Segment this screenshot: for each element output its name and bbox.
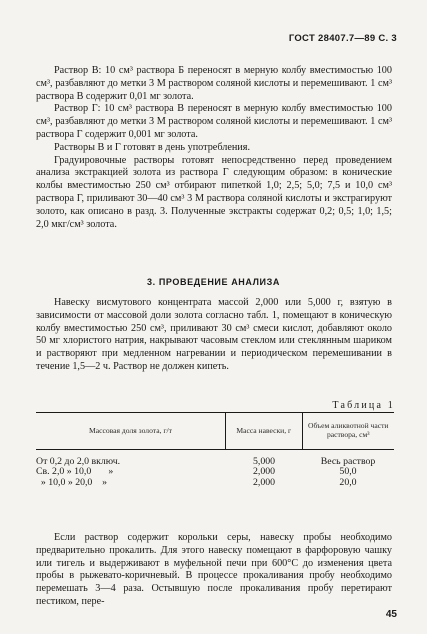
sample-mass-table <box>36 412 394 513</box>
table-cell: Весь раствор <box>320 456 376 467</box>
table-cell: » 10,0 » 20,0 » <box>36 476 108 488</box>
paragraph-block-calcination <box>36 532 392 609</box>
paragraph: Градуировочные растворы готовят непосредственно перед проведением анализа экстракцией золота из раствора Г следующим образом: в конические колбы вместимостью 250 см³ отбирают пипеткой 1,0; 2,5; 5,0; 7,5 и 10,0 см³ раствора Г, приливают 30—40 см³ 3 М раствора соляной кислоты и экстрагируют золото, как описано в разд. 3. Полученные экстракты содержат 0,2; 0,5; 1,0; 1,5; 2,0 мкг/см³ золота. <box>36 154 392 230</box>
paragraph: Растворы В и Г готовят в день употребления. <box>54 141 250 153</box>
paragraph: Если раствор содержит корольки серы, навеску пробы необходимо предварительно прокалить. Для этого навеску помещают в фарфоровую чашку или тигель и выдерживают в муфельной печи при 600°С до изменения цвета пробы в рыжевато-коричневый. В процессе прокаливания пробу необходимо перемешать 3—4 раза. Остывшую после прокаливания пробу перетирают пестиком, пере- <box>36 532 392 607</box>
table-cell: 2,000 <box>252 466 276 478</box>
header-aliquot-volume: Объем аликвотной части раствора, см³ <box>302 413 394 449</box>
section-heading: 3. ПРОВЕДЕНИЕ АНАЛИЗА <box>147 277 280 287</box>
table-cell: Св. 2,0 » 10,0 » <box>36 466 114 478</box>
page-number: 45 <box>385 609 397 620</box>
table-cell: 50,0 <box>339 466 357 478</box>
column-sample-mass <box>226 457 302 513</box>
header-gold-fraction: Массовая доля золота, г/т <box>89 425 172 435</box>
standard-header: ГОСТ 28407.7—89 С. 3 <box>288 33 397 44</box>
paragraph-block-procedure <box>36 297 392 374</box>
paragraph: Раствор Г: 10 см³ раствора В переносят в мерную колбу вместимостью 100 см³, разбавляют до метки 3 М раствором соляной кислоты и перемешивают. 1 см³ раствора Г содержит 0,001 мг золота. <box>36 103 392 140</box>
paragraph: Навеску висмутового концентрата массой 2,000 или 5,000 г, взятую в зависимости от массовой доли золота согласно табл. 1, помещают в коническую колбу вместимостью 250 см³, приливают 30 см³ смеси кислот, добавляют около 50 мг хлористого натрия, накрывают часовым стеклом или стеклянным шариком и растворяют при медленном нагревании и периодическом перемешивании в течение 1,5—2 ч. Раствор не должен кипеть. <box>36 297 392 372</box>
table-caption: Таблица 1 <box>332 400 395 411</box>
table-cell: От 0,2 до 2,0 включ. <box>36 456 121 467</box>
table-cell: 20,0 <box>339 476 357 488</box>
paragraph: Раствор В: 10 см³ раствора Б переносят в мерную колбу вместимостью 100 см³, разбавляют до метки 3 М раствором соляной кислоты и перемешивают. 1 см³ раствора В содержит 0,01 мг золота. <box>36 65 392 102</box>
paragraph-block-reagents <box>36 65 392 231</box>
header-sample-mass: Масса навески, г <box>225 413 302 449</box>
table-header-row <box>36 413 394 450</box>
table-cell: 5,000 <box>252 456 276 467</box>
column-aliquot-volume <box>302 457 394 513</box>
column-gold-fraction <box>36 457 226 513</box>
table-cell: 2,000 <box>252 476 276 488</box>
table-body <box>36 450 394 513</box>
